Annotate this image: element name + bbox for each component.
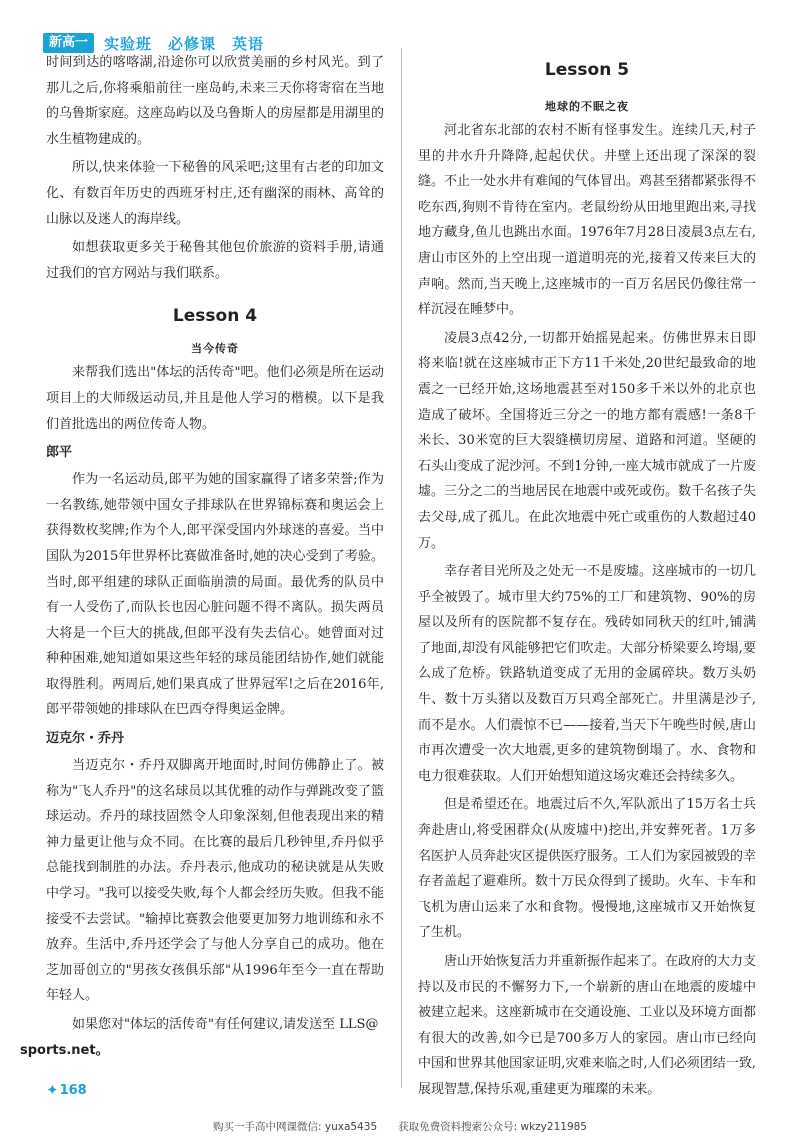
series-title: 实验班 必修课 英语 — [104, 34, 265, 53]
grade-badge: 新高一 — [43, 33, 94, 53]
star-icon: ✦ — [46, 1081, 59, 1099]
paragraph: 来帮我们选出"体坛的活传奇"吧。他们必须是所在运动项目上的大师级运动员,并且是他人学习的楷模。以下是我们首批选出的两位传奇人物。 — [46, 365, 384, 432]
left-column — [20, 50, 385, 1063]
footer-note: 购买一手高中网课微信: yuxa5435 获取免费资料搜索公众号: wkzy211985 — [213, 1121, 587, 1133]
lesson-4-subtitle: 当今传奇 — [191, 342, 239, 356]
paragraph: 凌晨3点42分,一切都开始摇晃起来。仿佛世界末日即将来临!就在这座城市正下方11千米处,20世纪最致命的地震之一已经开始,这场地震甚至对150多千米以外的北京也造成了破坏。全国将近三分之一的地方都有震感!一条8千米长、30米宽的巨大裂缝横切房屋、道路和河道。坚硬的石头山变成了泥沙河。不到1分钟,一座大城市就成了一片废墟。三分之二的当地居民在地震中或死或伤。数千名孩子失去父母,成了孤儿。在此次地震中死亡或重伤的人数超过40万。 — [418, 330, 757, 551]
paragraph: 但是希望还在。地震过后不久,军队派出了15万名士兵奔赴唐山,将受困群众(从废墟中)挖出,并安葬死者。1万多名医护人员奔赴灾区提供医疗服务。工人们为家园被毁的幸存者盖起了避难所。数十万民众得到了援助。火车、卡车和飞机为唐山运来了水和食物。慢慢地,这座城市又开始恢复了生机。 — [418, 797, 757, 941]
paragraph: 如想获取更多关于秘鲁其他包价旅游的资料手册,请通过我们的官方网站与我们联系。 — [46, 240, 384, 281]
column-divider — [401, 48, 402, 1088]
lesson-4-title: Lesson 4 — [172, 306, 258, 327]
section-heading-michael-jordan: 迈克尔・乔丹 — [46, 731, 125, 747]
contact-text: 如果您对"体坛的活传奇"有任何建议,请发送至 LLS@ — [72, 1017, 379, 1032]
section-heading-lang-ping: 郎平 — [46, 445, 73, 461]
contact-email-end: sports.net。 — [20, 1042, 109, 1058]
paragraph — [20, 1012, 384, 1063]
paragraph: 河北省东北部的农村不断有怪事发生。连续几天,村子里的井水升升降降,起起伏伏。井壁上还出现了深深的裂缝。不止一处水井有难闻的气体冒出。鸡甚至猪都紧张得不吃东西,狗则不肯待在室内。老鼠纷纷从田地里跑出来,寻找地方藏身,鱼儿也跳出水面。1976年7月28日凌晨3点左右,唐山市区外的上空出现一道道明亮的光,接着又传来巨大的声响。然而,当天晚上,这座城市的一百万名居民仍像往常一样沉浸在睡梦中。 — [418, 123, 757, 318]
lesson-5-title: Lesson 5 — [544, 60, 630, 80]
paragraph: 时间到达的喀喀湖,沿途你可以欣赏美丽的乡村风光。到了那儿之后,你将乘船前往一座岛屿,未来三天你将寄宿在当地的乌鲁斯家庭。这座岛屿以及乌鲁斯人的房屋都是用湖里的水生植物建成的。 — [46, 55, 385, 147]
paragraph: 所以,快来体验一下秘鲁的风采吧;这里有古老的印加文化、有数百年历史的西班牙村庄,还有幽深的雨林、高耸的山脉以及迷人的海岸线。 — [46, 160, 384, 227]
right-column — [418, 60, 756, 1103]
paragraph: 当迈克尔・乔丹双脚离开地面时,时间仿佛静止了。被称为"飞人乔丹"的这名球员以其优雅的动作与弹跳改变了篮球运动。乔丹的球技固然令人印象深刻,但他表现出来的精神力量更让他与众不同。在比赛的最后几秒钟里,乔丹似乎总能找到制胜的办法。乔丹表示,他成功的秘诀就是从失败中学习。"我可以接受失败,每个人都会经历失败。但我不能接受不去尝试。"输掉比赛教会他要更加努力地训练和永不放弃。生活中,乔丹还学会了与他人分享自己的成功。他在芝加哥创立的"男孩女孩俱乐部"从1996年至今一直在帮助年轻人。 — [46, 758, 384, 1004]
page-number-text: 168 — [59, 1082, 87, 1098]
paragraph: 幸存者目光所及之处无一不是废墟。这座城市的一切几乎全被毁了。城市里大约75%的工厂和建筑物、90%的房屋以及所有的医院都不复存在。残砖如同秋天的红叶,铺满了地面,却没有风能够把它们吹走。大部分桥梁要么垮塌,要么成了危桥。铁路轨道变成了无用的金属碎块。数万头奶牛、数十万头猪以及数百万只鸡全部死亡。井里满是沙子,而不是水。人们震惊不已——接着,当天下午晚些时候,唐山市再次遭受一次大地震,更多的建筑物倒塌了。水、食物和电力很难获取。人们开始想知道这场灾难还会持续多久。 — [418, 564, 757, 784]
lesson-5-subtitle: 地球的不眠之夜 — [545, 100, 629, 113]
paragraph: 唐山开始恢复活力并重新振作起来了。在政府的大力支持以及市民的不懈努力下,一个崭新的唐山在地震的废墟中被建立起来。这座新城市在交通设施、工业以及环境方面都有很大的改善,如今已是700多万人的家园。唐山市已经向中国和世界其他国家证明,灾难来临之时,人们必须团结一致,展现智慧,保持乐观,重建更为璀璨的未来。 — [418, 954, 757, 1097]
page-number — [46, 1081, 87, 1099]
paragraph: 作为一名运动员,郎平为她的国家赢得了诸多荣誉;作为一名教练,她带领中国女子排球队在世界锦标赛和奥运会上获得数枚奖牌;作为个人,郎平深受国内外球迷的喜爱。当中国队为2015年世界杯比赛做准备时,她的决心受到了考验。当时,郎平组建的球队正面临崩溃的局面。最优秀的队员中有一人受伤了,而队长也因心脏问题不得不离队。损失两员大将是一个巨大的挑战,但郎平没有失去信心。她曾面对过种种困难,她知道如果这些年轻的球员能团结协作,她们就能取得胜利。两周后,她们果真成了世界冠军!之后在2016年,郎平带领她的排球队在巴西夺得奥运金牌。 — [46, 472, 384, 718]
